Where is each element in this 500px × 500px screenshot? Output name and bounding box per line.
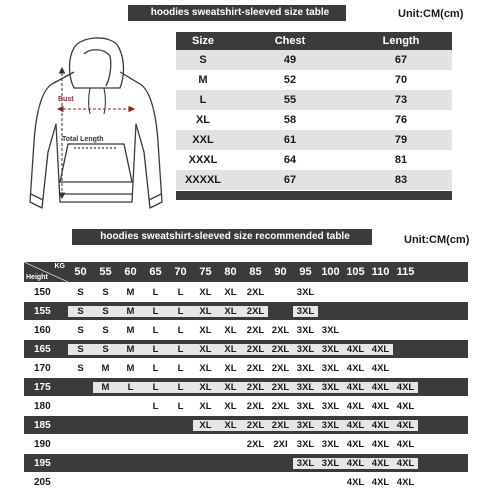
- grid-row: [24, 453, 468, 472]
- size-recommendation-cell: M: [118, 344, 143, 355]
- size-recommendation-cell: 2XL: [246, 438, 265, 450]
- size-recommendation-cell: S: [102, 324, 109, 336]
- grid-row: [24, 377, 468, 396]
- size-recommendation-cell: L: [118, 382, 143, 393]
- grid-row: [24, 415, 468, 434]
- size-recommendation-cell: S: [68, 344, 93, 355]
- size-table-title-banner: hoodies sweatshirt-sleeved size table: [128, 5, 346, 21]
- size-recommendation-cell: 4XL: [371, 362, 390, 374]
- size-recommendation-cell: 3XL: [296, 400, 315, 412]
- size-recommendation-cell: 2XL: [268, 420, 293, 431]
- size-recommendation-cell: 2XL: [246, 324, 265, 336]
- height-cell: 205: [34, 476, 51, 488]
- size-recommendation-cell: S: [77, 286, 84, 298]
- size-recommendation-cell: 3XL: [293, 344, 318, 355]
- size-recommendation-cell: 4XL: [371, 400, 390, 412]
- size-recommendation-cell: M: [118, 306, 143, 317]
- size-recommendation-cell: XL: [218, 344, 243, 355]
- weight-header-cell: 75: [199, 266, 212, 278]
- size-recommendation-cell: L: [177, 400, 184, 412]
- size-recommendation-cell: 4XL: [368, 344, 393, 355]
- size-recommendation-cell: 4XL: [396, 400, 415, 412]
- size-recommendation-cell: S: [77, 362, 84, 374]
- size-table-footer-bar: [176, 191, 452, 200]
- size-recommendation-cell: XL: [193, 420, 218, 431]
- size-recommendation-cell: L: [177, 324, 184, 336]
- size-recommendation-cell: 4XL: [343, 344, 368, 355]
- size-recommendation-cell: L: [152, 400, 159, 412]
- corner-kg-label: KG: [54, 263, 65, 270]
- grid-row: [24, 358, 468, 377]
- chest-cell: 61: [283, 134, 297, 146]
- size-recommendation-cell: 2XL: [271, 324, 290, 336]
- size-table-header: [176, 32, 452, 50]
- size-recommendation-cell: S: [68, 306, 93, 317]
- grid-row: [24, 396, 468, 415]
- weight-header-cell: 90: [274, 266, 287, 278]
- size-recommendation-cell: XL: [224, 362, 237, 374]
- weight-header-cell: 95: [299, 266, 312, 278]
- height-cell: 160: [34, 324, 51, 336]
- size-recommendation-cell: 3XL: [321, 324, 340, 336]
- length-cell: 76: [394, 114, 408, 126]
- size-recommendation-cell: 2XL: [243, 420, 268, 431]
- length-cell: 81: [394, 154, 408, 166]
- weight-header-cell: 105: [346, 266, 365, 278]
- recommended-size-grid: [24, 262, 468, 491]
- size-cell: XXL: [192, 134, 214, 146]
- grid-row: [24, 301, 468, 320]
- size-recommendation-cell: 4XL: [346, 438, 365, 450]
- hoodie-diagram: [22, 32, 172, 217]
- height-cell: 185: [34, 419, 51, 431]
- size-recommendation-cell: 4XL: [396, 476, 415, 488]
- size-recommendation-cell: L: [143, 344, 168, 355]
- size-recommendation-cell: 3XL: [293, 382, 318, 393]
- recommended-table-unit: Unit:CM(cm): [404, 234, 470, 246]
- size-recommendation-cell: 3XL: [293, 420, 318, 431]
- size-recommendation-cell: M: [126, 286, 135, 298]
- size-cell: XXXL: [188, 154, 218, 166]
- weight-header-cell: 100: [321, 266, 340, 278]
- size-recommendation-cell: 2XL: [268, 344, 293, 355]
- size-recommendation-cell: XL: [218, 420, 243, 431]
- size-recommendation-cell: M: [93, 382, 118, 393]
- grid-row: [24, 339, 468, 358]
- size-table-row: [176, 90, 452, 110]
- recommended-table-title-banner: hoodies sweatshirt-sleeved size recommended table: [72, 229, 372, 245]
- size-recommendation-cell: 2XL: [243, 382, 268, 393]
- height-cell: 175: [34, 381, 51, 393]
- chest-cell: 64: [283, 154, 297, 166]
- chest-cell: 52: [283, 74, 297, 86]
- size-recommendation-cell: 2XI: [273, 438, 288, 450]
- size-recommendation-cell: 3XL: [296, 286, 315, 298]
- corner-height-label: Height: [26, 274, 48, 281]
- size-cell: S: [199, 54, 207, 66]
- size-recommendation-cell: 3XL: [321, 438, 340, 450]
- size-recommendation-cell: M: [101, 362, 110, 374]
- size-recommendation-cell: L: [152, 286, 159, 298]
- size-cell: XL: [195, 114, 211, 126]
- size-recommendation-cell: L: [168, 306, 193, 317]
- size-table-row: [176, 70, 452, 90]
- size-recommendation-cell: L: [152, 324, 159, 336]
- size-recommendation-cell: XL: [218, 306, 243, 317]
- size-recommendation-cell: 4XL: [368, 420, 393, 431]
- length-cell: 73: [394, 94, 408, 106]
- size-recommendation-cell: 3XL: [318, 458, 343, 469]
- chest-cell: 67: [283, 174, 297, 186]
- size-table-row: [176, 130, 452, 150]
- size-recommendation-cell: 3XL: [296, 438, 315, 450]
- size-cell: L: [199, 94, 207, 106]
- size-recommendation-cell: 4XL: [368, 382, 393, 393]
- size-recommendation-cell: 2XL: [246, 286, 265, 298]
- size-recommendation-cell: 3XL: [296, 362, 315, 374]
- size-recommendation-cell: XL: [199, 400, 212, 412]
- size-recommendation-cell: L: [152, 362, 159, 374]
- size-recommendation-cell: XL: [199, 324, 212, 336]
- size-recommendation-cell: 4XL: [393, 458, 418, 469]
- size-recommendation-cell: 4XL: [346, 400, 365, 412]
- bust-label: Bust: [58, 96, 74, 103]
- size-recommendation-cell: M: [126, 362, 135, 374]
- size-recommendation-cell: M: [126, 324, 135, 336]
- hoodie-outline-icon: [22, 32, 172, 217]
- length-cell: 83: [394, 174, 408, 186]
- size-recommendation-cell: 2XL: [243, 306, 268, 317]
- size-recommendation-cell: 3XL: [318, 420, 343, 431]
- size-recommendation-cell: XL: [199, 362, 212, 374]
- size-recommendation-cell: XL: [193, 382, 218, 393]
- size-recommendation-cell: 4XL: [343, 420, 368, 431]
- size-recommendation-cell: 4XL: [396, 438, 415, 450]
- grid-row: [24, 434, 468, 453]
- size-recommendation-cell: 3XL: [321, 362, 340, 374]
- length-cell: 67: [394, 54, 408, 66]
- size-table-row: [176, 50, 452, 70]
- size-recommendation-cell: L: [143, 306, 168, 317]
- column-header-chest: Chest: [274, 35, 306, 47]
- weight-header-cell: 85: [249, 266, 262, 278]
- height-cell: 165: [34, 343, 51, 355]
- height-cell: 155: [34, 305, 51, 317]
- column-header-length: Length: [382, 35, 420, 47]
- size-recommendation-cell: 3XL: [318, 344, 343, 355]
- height-cell: 180: [34, 400, 51, 412]
- weight-header-cell: 110: [371, 266, 390, 278]
- size-recommendation-cell: L: [177, 286, 184, 298]
- size-recommendation-cell: L: [143, 382, 168, 393]
- size-recommendation-cell: S: [93, 344, 118, 355]
- size-recommendation-cell: S: [102, 286, 109, 298]
- grid-row: [24, 472, 468, 491]
- size-recommendation-cell: XL: [224, 400, 237, 412]
- weight-header-cell: 65: [149, 266, 162, 278]
- size-recommendation-cell: 4XL: [371, 438, 390, 450]
- chest-cell: 49: [283, 54, 297, 66]
- size-recommendation-cell: 3XL: [296, 324, 315, 336]
- size-recommendation-cell: 2XL: [271, 362, 290, 374]
- chest-cell: 58: [283, 114, 297, 126]
- weight-header-cell: 70: [174, 266, 187, 278]
- size-table-unit: Unit:CM(cm): [398, 8, 464, 20]
- size-table-row: [176, 110, 452, 130]
- column-header-size: Size: [191, 35, 214, 47]
- size-recommendation-cell: L: [168, 382, 193, 393]
- size-table-row: [176, 170, 452, 190]
- size-recommendation-cell: L: [177, 362, 184, 374]
- weight-header-cell: 80: [224, 266, 237, 278]
- size-recommendation-cell: XL: [224, 286, 237, 298]
- weight-header-cell: 60: [124, 266, 137, 278]
- size-recommendation-cell: S: [77, 324, 84, 336]
- size-recommendation-cell: 4XL: [346, 476, 365, 488]
- size-recommendation-cell: 4XL: [368, 458, 393, 469]
- size-table-row: [176, 150, 452, 170]
- size-recommendation-cell: 4XL: [371, 476, 390, 488]
- size-recommendation-cell: 4XL: [343, 458, 368, 469]
- size-recommendation-cell: 4XL: [393, 382, 418, 393]
- size-recommendation-cell: 3XL: [321, 400, 340, 412]
- height-cell: 190: [34, 438, 51, 450]
- length-cell: 79: [394, 134, 408, 146]
- size-recommendation-cell: L: [168, 344, 193, 355]
- size-recommendation-cell: 2XL: [268, 382, 293, 393]
- size-recommendation-cell: XL: [224, 324, 237, 336]
- weight-header-cell: 55: [99, 266, 112, 278]
- size-recommendation-cell: 2XL: [271, 400, 290, 412]
- size-recommendation-cell: 3XL: [318, 382, 343, 393]
- size-recommendation-cell: S: [93, 306, 118, 317]
- length-cell: 70: [394, 74, 408, 86]
- size-recommendation-cell: XL: [193, 344, 218, 355]
- height-cell: 150: [34, 286, 51, 298]
- grid-corner: [24, 262, 68, 282]
- size-recommendation-cell: 4XL: [343, 382, 368, 393]
- weight-header-cell: 115: [396, 266, 415, 278]
- size-recommendation-cell: 2XL: [243, 344, 268, 355]
- chest-cell: 55: [283, 94, 297, 106]
- size-recommendation-cell: XL: [193, 306, 218, 317]
- size-recommendation-cell: XL: [218, 382, 243, 393]
- size-recommendation-cell: 3XL: [293, 458, 318, 469]
- weight-header-row: [24, 262, 468, 282]
- size-recommendation-cell: 2XL: [246, 400, 265, 412]
- grid-row: [24, 320, 468, 339]
- size-recommendation-cell: XL: [199, 286, 212, 298]
- weight-header-cell: 50: [74, 266, 87, 278]
- size-recommendation-cell: 2XL: [246, 362, 265, 374]
- size-recommendation-cell: 4XL: [346, 362, 365, 374]
- size-recommendation-cell: 3XL: [293, 306, 318, 317]
- height-cell: 195: [34, 457, 51, 469]
- size-cell: M: [198, 74, 208, 86]
- size-cell: XXXXL: [184, 174, 222, 186]
- size-table: [176, 32, 452, 200]
- total-length-label: Total Length: [62, 136, 104, 143]
- height-cell: 170: [34, 362, 51, 374]
- grid-row: [24, 282, 468, 301]
- size-recommendation-cell: 4XL: [393, 420, 418, 431]
